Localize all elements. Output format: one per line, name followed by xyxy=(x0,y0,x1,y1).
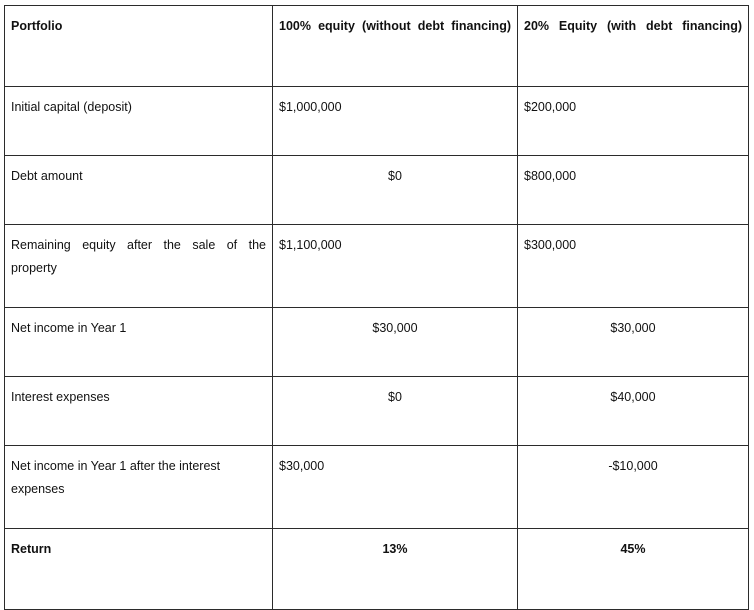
row-value-remaining-equity-equity: $1,100,000 xyxy=(273,225,518,308)
row-label-return: Return xyxy=(5,529,273,610)
document-page xyxy=(0,5,754,556)
table-row xyxy=(5,156,749,225)
row-label-remaining-equity: Remaining equity after the sale of the property xyxy=(5,225,273,308)
table-header-row xyxy=(5,6,749,87)
row-value-interest-expenses-equity: $0 xyxy=(273,377,518,446)
table-row xyxy=(5,308,749,377)
table-row xyxy=(5,446,749,529)
portfolio-comparison-table xyxy=(4,5,749,610)
row-value-initial-capital-debt: $200,000 xyxy=(518,87,749,156)
row-value-debt-amount-debt: $800,000 xyxy=(518,156,749,225)
row-value-remaining-equity-debt: $300,000 xyxy=(518,225,749,308)
table-row xyxy=(5,529,749,610)
row-value-return-debt: 45% xyxy=(518,529,749,610)
row-value-initial-capital-equity: $1,000,000 xyxy=(273,87,518,156)
row-value-interest-expenses-debt: $40,000 xyxy=(518,377,749,446)
row-label-initial-capital: Initial capital (deposit) xyxy=(5,87,273,156)
table-row xyxy=(5,377,749,446)
column-header-equity-only: 100% equity (without debt financing) xyxy=(273,6,518,87)
row-label-interest-expenses: Interest expenses xyxy=(5,377,273,446)
column-header-debt-financed: 20% Equity (with debt financing) xyxy=(518,6,749,87)
row-value-net-income-year1-equity: $30,000 xyxy=(273,308,518,377)
row-label-net-income-after-interest: Net income in Year 1 after the interest expenses xyxy=(5,446,273,529)
table-row xyxy=(5,87,749,156)
column-header-portfolio: Portfolio xyxy=(5,6,273,87)
row-label-net-income-year1: Net income in Year 1 xyxy=(5,308,273,377)
row-value-net-income-after-interest-debt: -$10,000 xyxy=(518,446,749,529)
row-value-debt-amount-equity: $0 xyxy=(273,156,518,225)
table-row xyxy=(5,225,749,308)
row-value-return-equity: 13% xyxy=(273,529,518,610)
row-label-debt-amount: Debt amount xyxy=(5,156,273,225)
row-value-net-income-year1-debt: $30,000 xyxy=(518,308,749,377)
row-value-net-income-after-interest-equity: $30,000 xyxy=(273,446,518,529)
